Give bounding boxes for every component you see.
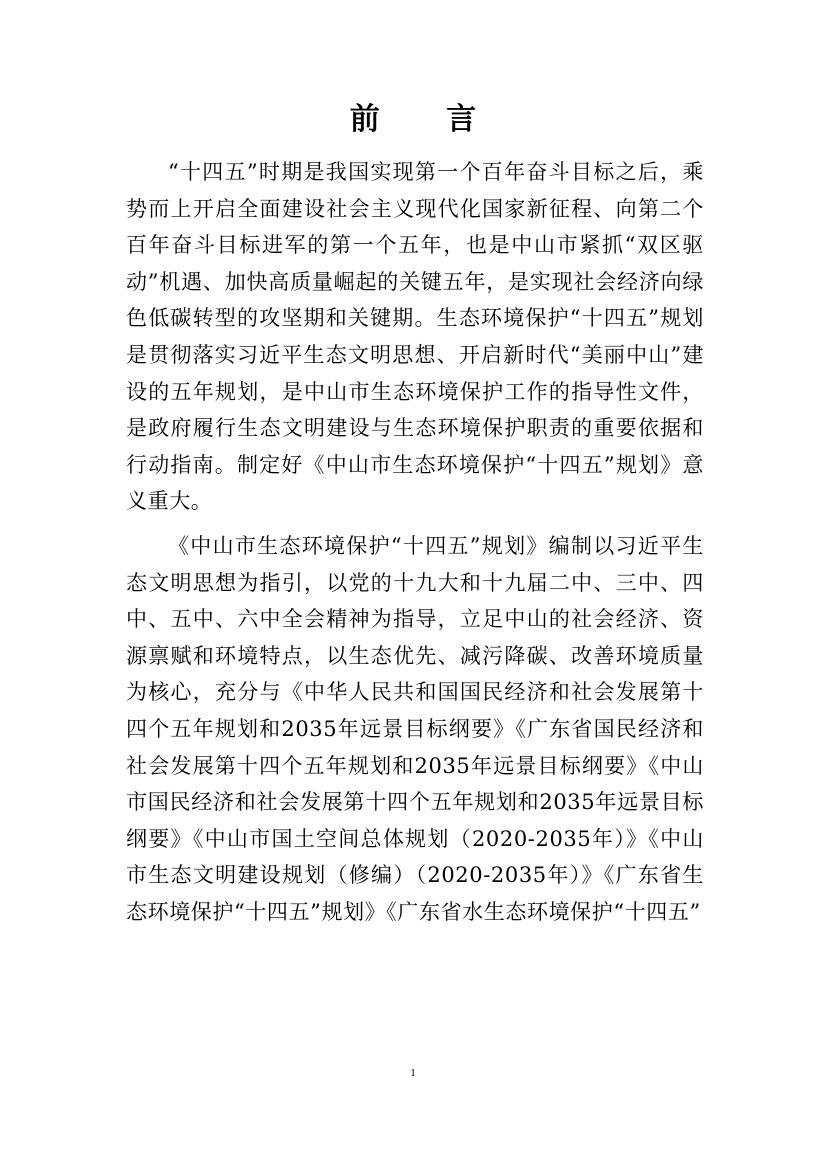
paragraph-intro: “十四五”时期是我国实现第一个百年奋斗目标之后，乘势而上开启全面建设社会主义现代化国家新征程、向第二个百年奋斗目标进军的第一个五年，也是中山市紧抓“双区驱动”机遇、加快高质量崛起的关键五年，是实现社会经济向绿色低碳转型的攻坚期和关键期。生态环境保护“十四五”规划是贯彻落实习近平生态文明思想、开启新时代“美丽中山”建设的五年规划，是中山市生态环境保护工作的指导性文件，是政府履行生态文明建设与生态环境保护职责的重要依据和行动指南。制定好《中山市生态环境保护“十四五”规划》意义重大。 <box>126 160 704 514</box>
paragraph-compilation: 《中山市生态环境保护“十四五”规划》编制以习近平生态文明思想为指引，以党的十九大和十九届二中、三中、四中、五中、六中全会精神为指导，立足中山的社会经济、资源禀赋和环境特点，以生态优先、减污降碳、改善环境质量为核心，充分与《中华人民共和国国民经济和社会发展第十四个五年规划和2035年远景目标纲要》《广东省国民经济和社会发展第十四个五年规划和2035年远景目标纲要》《中山市国民经济和社会发展第十四个五年规划和2035年远景目标纲要》《中山市国土空间总体规划（2020-2035年）》《中山市生态文明建设规划（修编）（2020-2035年）》《广东省生态环境保护“十四五”规划》《广东省水生态环境保护“十四五” <box>126 533 704 924</box>
page-number: 1 <box>410 1067 416 1079</box>
body-text <box>126 154 704 930</box>
page-title: 前 言 <box>349 102 505 137</box>
